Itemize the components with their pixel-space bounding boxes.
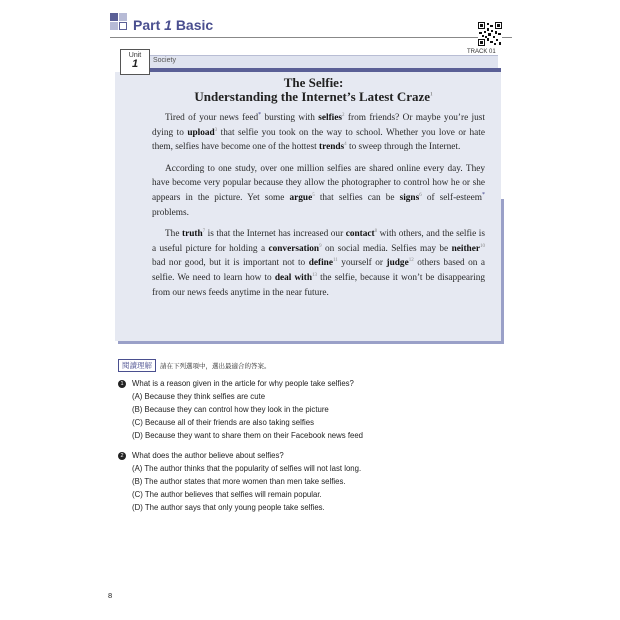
header-square-3 [110, 22, 118, 30]
text-run: from friends? Or maybe you’re just dying to [152, 113, 485, 138]
article-paragraph [152, 111, 485, 155]
glossary-star-icon: * [258, 111, 262, 118]
text-run: bad nor good, but it is important not to [152, 258, 309, 269]
part-title [133, 17, 213, 33]
part-name: Basic [175, 17, 214, 33]
vocab-word: define [308, 258, 333, 269]
answer-option-b[interactable]: (B) Because they can control how they look in the picture [132, 405, 329, 415]
text-run: problems. [152, 207, 189, 218]
unit-badge [120, 49, 150, 75]
vocab-word: judge [386, 258, 409, 269]
instructions [118, 358, 271, 372]
text-run: that selfie you took on the way to school. Whether you love or hate them, selfies have become one of the hottest [152, 127, 486, 153]
part-number: 1 [164, 17, 172, 33]
text-run: bursting with [261, 113, 319, 123]
text-run: is that the Internet has increased our [205, 229, 346, 240]
article-paragraph [152, 162, 485, 220]
section-tag: 閱讀理解 [118, 359, 156, 372]
article-title-line2: Understanding the Internet’s Latest Craze [194, 89, 431, 104]
category-underbar [148, 68, 501, 72]
answer-option-c[interactable]: (C) Because all of their friends are also taking selfies [132, 418, 315, 428]
text-run: The [165, 229, 182, 240]
vocab-footnote-number: 11 [332, 258, 338, 264]
unit-number: 1 [131, 58, 139, 70]
text-run: on social media. Selfies may be [321, 243, 452, 254]
vocab-word: trends [319, 142, 345, 153]
text-run: of self-esteem [421, 192, 482, 203]
text-run: According to one study, over one million selfies are shared online every day. They have become very popular because they allow the photographer to control how he or she appears in the picture. Yet some [152, 163, 485, 203]
article-body [152, 111, 485, 300]
text-run: yourself or [337, 258, 387, 269]
question-number-badge: 2 [118, 452, 126, 460]
vocab-footnote-number: 5 [312, 192, 315, 198]
header-square-1 [110, 13, 118, 21]
vocab-footnote-number: 4 [344, 142, 347, 148]
vocab-word: selfies [318, 113, 343, 123]
vocab-word: deal with [274, 272, 313, 283]
article-box [115, 72, 501, 341]
vocab-footnote-number: 7 [202, 229, 206, 235]
vocab-word: truth [181, 229, 203, 240]
unit-label: Unit [128, 52, 142, 59]
vocab-footnote-number: 13 [312, 272, 318, 278]
text-run: to sweep through the Internet. [346, 142, 461, 153]
question-2 [118, 449, 498, 514]
vocab-word: contact [345, 229, 375, 240]
category-tab [148, 55, 498, 69]
track-label: TRACK 01 [467, 49, 496, 55]
vocab-footnote-number: 10 [479, 243, 485, 249]
article-title [142, 76, 485, 104]
qr-code-icon[interactable] [478, 22, 502, 46]
text-run: that selfies can be [314, 192, 400, 203]
vocab-word: upload [187, 127, 215, 138]
vocab-footnote-number: 6 [419, 192, 422, 198]
text-run: the selfie, because it won’t be disappearing from our news feeds anytime in the near future. [152, 272, 485, 298]
part-label: Part [133, 17, 161, 33]
instructions-text: 請在下列選項中，選出最適合的答案。 [160, 362, 271, 370]
page-number: 8 [108, 591, 113, 600]
answer-option-b[interactable]: (B) The author states that more women than men take selfies. [132, 477, 346, 487]
vocab-footnote-number: 8 [374, 229, 378, 235]
text-run: with others, and the selfie is a useful picture for holding a [152, 229, 485, 254]
article-title-line1: The Selfie: [283, 75, 344, 90]
header-square-4 [119, 22, 127, 30]
vocab-footnote-number: 2 [342, 112, 345, 118]
text-run: others based on a selfie. We need to learn how to [152, 258, 486, 283]
vocab-word: conversation [268, 243, 320, 254]
vocab-footnote-number: 9 [319, 243, 322, 249]
vocab-word: signs [399, 192, 420, 203]
header-rule [110, 37, 512, 38]
question-text: What is a reason given in the article for why people take selfies? [132, 379, 354, 388]
answer-option-a[interactable]: (A) The author thinks that the popularity of selfies will not last long. [132, 464, 362, 474]
answer-option-c[interactable]: (C) The author believes that selfies will remain popular. [132, 490, 322, 500]
vocab-word: neither [451, 243, 480, 254]
vocab-word: argue [289, 192, 313, 203]
text-run: Tired of your news feed [165, 113, 259, 123]
answer-option-d[interactable]: (D) Because they want to share them on their Facebook news feed [132, 431, 363, 441]
question-text: What does the author believe about selfies? [132, 451, 284, 460]
header-square-2 [119, 13, 127, 21]
glossary-star-icon: * [482, 191, 485, 198]
article-paragraph [152, 227, 485, 300]
vocab-footnote-number: 12 [408, 258, 414, 264]
vocab-footnote-number: 3 [214, 127, 218, 133]
question-number-badge: 1 [118, 380, 126, 388]
title-footnote: 1 [430, 92, 433, 98]
answer-option-a[interactable]: (A) Because they think selfies are cute [132, 392, 266, 402]
question-1 [118, 377, 498, 442]
category-label: Society [153, 57, 176, 64]
answer-option-d[interactable]: (D) The author says that only young people take selfies. [132, 503, 325, 513]
